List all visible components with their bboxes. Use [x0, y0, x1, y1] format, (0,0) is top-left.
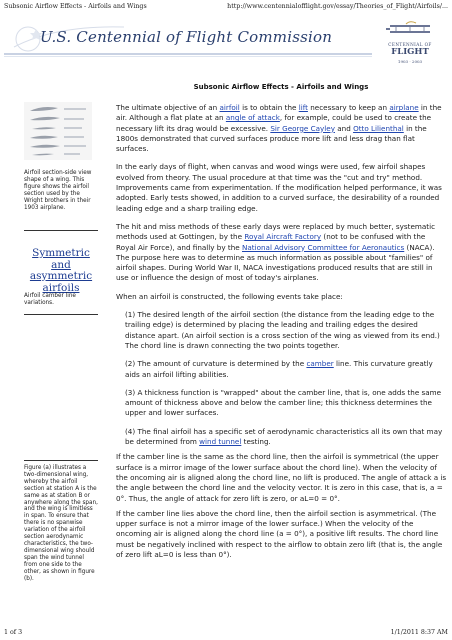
paragraph-asymmetric: If the camber line lies above the chord line, then the airfoil section is asymmetrical. (The upper surface is not a mirror image of the lower surface.) When the velocity of the oncoming air is aligned along the chord line (a = 0°), a positive lift results. The chord line must be negatively inclined with respect to the airflow to obtain zero lift (that is, the angle of zero lift aL=0 is less than 0°). — [116, 508, 443, 559]
text: in the air. Although a flat plate at an — [116, 103, 442, 123]
article-body — [116, 103, 447, 568]
logo-line-2: FLIGHT — [391, 47, 429, 57]
text: , for example, could be used to create the necessary lift its drag would be excessive. — [116, 113, 432, 133]
george-cayley-link[interactable]: Sir George Cayley — [270, 123, 335, 133]
camber-caption: Airfoil camber line variations. — [24, 293, 76, 306]
text: in the 1800s demonstrated that curved surfaces produce more lift and less drag than flat surfaces. — [116, 123, 427, 154]
text: line. This curvature greatly aids an airfoil lifting abilities. — [125, 359, 433, 379]
logo-years: 1903 · 2003 — [397, 59, 423, 64]
page-title: Subsonic Airflow Effects - Airfoils and Wings — [193, 83, 369, 91]
step-1: (1) The desired length of the airfoil section (the distance from the leading edge to the trailing edge) is determined by placing the leading and trailing edges the desired distance apart. (An airfoil section is a cross section of the wing as viewed from its end.) The chord line is drawn connecting the two points together. — [125, 310, 440, 350]
wind-tunnel-link[interactable]: wind tunnel — [199, 437, 242, 447]
text: The hit and miss methods of these early days were replaced by much better, systematic methods used at Gottingen, by the — [116, 221, 436, 242]
paragraph-construction-intro: When an airfoil is constructed, the following events take place: — [116, 291, 343, 301]
airfoil-link[interactable]: airfoil — [219, 103, 240, 112]
text: (not to be confused with the Royal Air Force), and finally by the — [116, 232, 426, 252]
banner-divider-secondary — [4, 56, 372, 57]
paragraph-objective — [116, 103, 447, 154]
sym-link-line-3[interactable]: airfoils — [42, 281, 80, 294]
paragraph-symmetric: If the camber line is the same as the chord line, then the airfoil is symmetrical (the upper surface is a mirror image of the lower surface about the chord line). When the velocity of the oncoming air is aligned along the chord line, no lift is produced. The angle of attack a is the angle between the chord line and the velocity vector. It is zero in this case, that is, a = 0°. Thus, the angle of attack for zero lift is zero, or aL=0 = 0°. — [116, 452, 447, 503]
print-header — [4, 3, 448, 13]
print-timestamp: 1/1/2011 8:37 AM — [390, 629, 448, 636]
camber-link[interactable]: camber — [306, 359, 334, 369]
centennial-logo[interactable] — [384, 18, 436, 74]
sym-link-line-2[interactable]: asymmetric — [29, 270, 93, 282]
step-2 — [116, 359, 447, 380]
text: (4) The final airfoil has a specific set of aerodynamic characteristics all its own that may be determined from — [125, 426, 443, 447]
paragraph-systematic-methods — [116, 222, 447, 284]
sidebar-divider — [24, 460, 98, 461]
sidebar-divider — [24, 314, 98, 315]
lift-link[interactable]: lift — [298, 103, 308, 112]
two-dimensional-wing-caption: Figure (a) illustrates a two-dimensional wing, whereby the airfoil section at station A is the same as at station B or anywhere along the span, and the wing is limitless in span. To ensure that there is no spanwise variation of the airfoil section aerodynamic characteristics, the two-dimensional wing should span the wind tunnel from one side to the other, as shown in figure (b). — [24, 465, 98, 582]
print-footer — [4, 626, 448, 636]
text: is to obtain the — [239, 103, 299, 112]
banner-divider — [4, 53, 372, 55]
step-3: (3) A thickness function is "wrapped" about the camber line, that is, one adds the same amount of thickness above and below the camber line; this thickness determines the upper and lower surfaces. — [125, 387, 442, 418]
site-banner — [0, 17, 452, 75]
logo-line-1: CENTENNIAL OF — [388, 42, 432, 47]
sidebar-divider — [24, 230, 98, 231]
text: The ultimate objective of an — [116, 103, 220, 112]
text: (NACA). The purpose here was to determine as much information as possible about "families" of airfoil shapes. During World War II, NACA investigations produced results that are still in use or influence the design of most of today's airplanes. — [116, 242, 435, 283]
banner-title[interactable]: U.S. Centennial of Flight Commission — [40, 28, 333, 46]
wright-airfoil-figure — [24, 102, 92, 160]
sym-link-line-1[interactable]: Symmetric and — [32, 247, 90, 271]
paragraph-early-days: In the early days of flight, when canvas and wood wings were used, few airfoil shapes evolved from theory. The usual procedure at that time was the "cut and try" method. Improvements came from experimentation. If the modification helped performance, it was adopted. Early tests showed, in addition to a curved surface, the desirability of a rounded leading edge and a sharp trailing edge. — [116, 162, 442, 213]
otto-lilienthal-link[interactable]: Otto Lilienthal — [353, 123, 404, 133]
step-4 — [116, 427, 447, 448]
text: necessary to keep an — [307, 103, 390, 112]
symmetric-airfoils-link[interactable] — [24, 248, 98, 294]
text: testing. — [241, 437, 271, 447]
wright-flyer-icon — [386, 20, 434, 40]
angle-of-attack-link[interactable]: angle of attack — [225, 113, 280, 123]
print-header-title: Subsonic Airflow Effects - Airfoils and Wings — [4, 3, 147, 10]
text: and — [334, 123, 354, 133]
naca-link[interactable]: National Advisory Committee for Aeronautics — [242, 242, 405, 252]
airfoil-sections-image — [24, 102, 92, 160]
airplane-link[interactable]: airplane — [389, 103, 419, 112]
print-header-url: http://www.centennialofflight.gov/essay/Theories_of_Flight/Airfoils/... — [227, 3, 448, 10]
royal-aircraft-factory-link[interactable]: Royal Aircraft Factory — [244, 232, 322, 242]
text: (2) The amount of curvature is determined by the — [125, 359, 307, 369]
page-number: 1 of 3 — [4, 629, 23, 636]
airfoil-caption: Airfoil section-side view shape of a wing. This figure shows the airfoil section used by the Wright brothers in their 1903 airplane. — [24, 170, 92, 211]
